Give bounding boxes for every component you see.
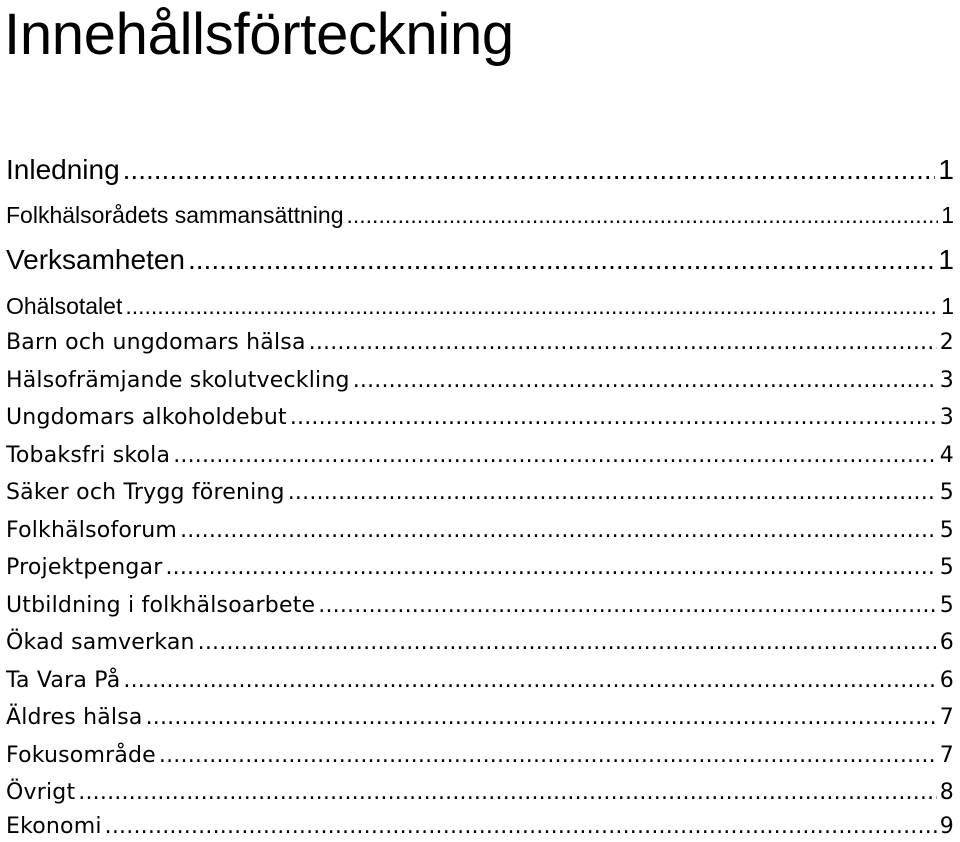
toc-entry-title: Ökad samverkan bbox=[6, 630, 195, 655]
toc-entry-page: 2 bbox=[939, 330, 954, 355]
dot-leader bbox=[288, 478, 937, 508]
toc-entry-page: 3 bbox=[939, 405, 954, 430]
toc-entry-page: 1 bbox=[938, 154, 954, 185]
toc-entry-title: Inledning bbox=[6, 154, 120, 185]
toc-entry[interactable] bbox=[6, 778, 954, 808]
toc-entry-title: Utbildning i folkhälsoarbete bbox=[6, 593, 316, 618]
dot-leader bbox=[123, 666, 936, 696]
toc-entry-page: 3 bbox=[939, 368, 954, 393]
toc-entry-page: 5 bbox=[939, 518, 954, 543]
toc-entry-title: Ekonomi bbox=[6, 814, 102, 839]
dot-leader bbox=[146, 703, 937, 733]
dot-leader bbox=[180, 516, 937, 546]
dot-leader bbox=[290, 403, 937, 433]
toc-entry-title: Ohälsotalet bbox=[6, 293, 123, 319]
toc-entry-title: Fokusområde bbox=[6, 743, 156, 768]
toc-entry-title: Verksamheten bbox=[6, 244, 185, 275]
toc-entry[interactable] bbox=[6, 153, 954, 187]
toc-entry[interactable] bbox=[6, 478, 954, 508]
toc-entry-page: 6 bbox=[939, 630, 954, 655]
dot-leader bbox=[165, 553, 936, 583]
toc-entry-title: Folkhälsorådets sammansättning bbox=[6, 202, 344, 228]
toc-entry-page: 5 bbox=[939, 593, 954, 618]
toc-entry[interactable] bbox=[6, 591, 954, 621]
toc-entry[interactable] bbox=[6, 666, 954, 696]
toc-entry-title: Säker och Trygg förening bbox=[6, 480, 285, 505]
toc-entry-page: 9 bbox=[939, 814, 954, 839]
toc-entry[interactable] bbox=[6, 703, 954, 733]
toc-entry[interactable] bbox=[6, 243, 954, 277]
dot-leader bbox=[198, 628, 937, 658]
dot-leader bbox=[353, 366, 937, 396]
toc-entry[interactable] bbox=[6, 441, 954, 471]
toc-entry-page: 7 bbox=[939, 705, 954, 730]
toc-entry[interactable] bbox=[6, 328, 954, 358]
toc-entry-page: 1 bbox=[941, 293, 954, 319]
toc-entry-title: Övrigt bbox=[6, 780, 76, 805]
toc-entry-title: Tobaksfri skola bbox=[6, 443, 171, 468]
toc-entry-page: 6 bbox=[939, 668, 954, 693]
dot-leader bbox=[188, 243, 935, 277]
toc-entry[interactable] bbox=[6, 553, 954, 583]
toc-entry[interactable] bbox=[6, 628, 954, 658]
toc-entry[interactable] bbox=[6, 200, 954, 230]
toc-heading: Innehållsförteckning bbox=[4, 2, 514, 67]
toc-entry-page: 8 bbox=[939, 780, 954, 805]
dot-leader bbox=[78, 778, 937, 808]
dot-leader bbox=[309, 328, 937, 358]
toc-entry-page: 5 bbox=[939, 480, 954, 505]
toc-entry-page: 5 bbox=[939, 555, 954, 580]
dot-leader bbox=[318, 591, 937, 621]
toc-entry[interactable] bbox=[6, 741, 954, 771]
toc-entry[interactable] bbox=[6, 366, 954, 396]
dot-leader bbox=[347, 200, 939, 230]
dot-leader bbox=[159, 741, 937, 771]
dot-leader bbox=[105, 812, 937, 842]
toc-entry[interactable] bbox=[6, 516, 954, 546]
dot-leader bbox=[125, 291, 938, 321]
dot-leader bbox=[123, 153, 936, 187]
dot-leader bbox=[173, 441, 937, 471]
toc-entry-page: 1 bbox=[938, 244, 954, 275]
toc-entry[interactable] bbox=[6, 291, 954, 321]
toc-entry-page: 7 bbox=[939, 743, 954, 768]
toc-entry-title: Hälsofrämjande skolutveckling bbox=[6, 368, 350, 393]
toc-entry-title: Folkhälsoforum bbox=[6, 518, 178, 543]
toc-entry[interactable] bbox=[6, 812, 954, 842]
toc-entry-title: Barn och ungdomars hälsa bbox=[6, 330, 306, 355]
toc-entry-title: Projektpengar bbox=[6, 555, 163, 580]
toc-entry-page: 1 bbox=[941, 202, 954, 228]
toc-entry-title: Ta Vara På bbox=[6, 668, 121, 693]
toc-entry-title: Äldres hälsa bbox=[6, 705, 143, 730]
toc-entry-page: 4 bbox=[939, 443, 954, 468]
toc-entry[interactable] bbox=[6, 403, 954, 433]
toc-entry-title: Ungdomars alkoholdebut bbox=[6, 405, 287, 430]
